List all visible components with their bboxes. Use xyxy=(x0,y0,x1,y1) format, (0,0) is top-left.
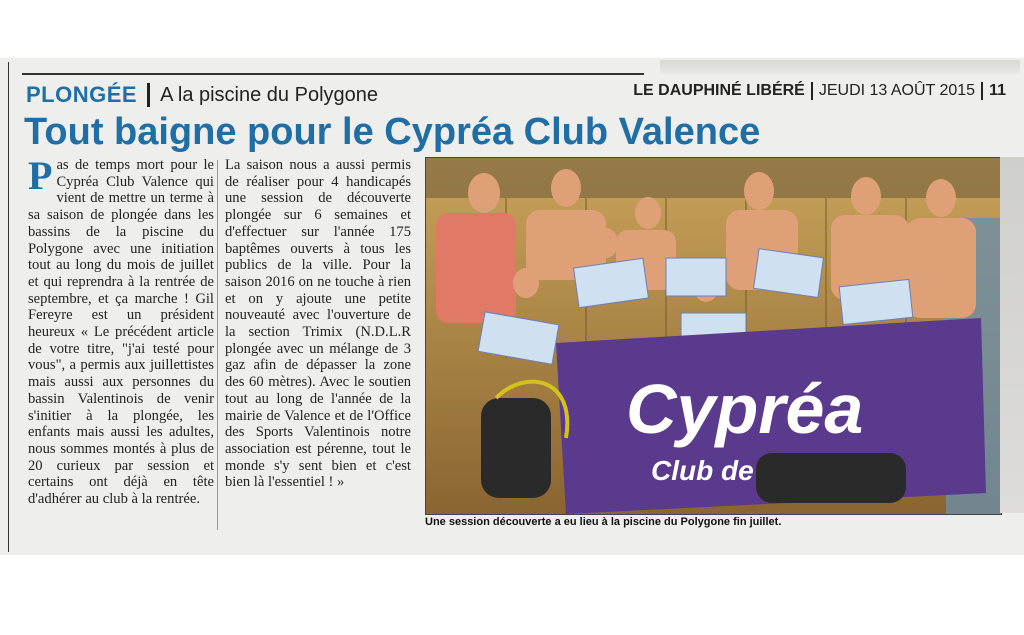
adjacent-article-bleed xyxy=(660,60,1020,74)
group-photo xyxy=(425,157,1002,515)
masthead-separator xyxy=(811,82,813,100)
article-column-1 xyxy=(28,153,214,508)
masthead xyxy=(633,82,1006,100)
article-column-2: La saison nous a aussi permis de réaliser pour 4 handicapés une session de découverte plongée sur 6 semaines et d'effectuer sur l'année 175 baptêmes ouverts à tous les publics de la ville. Pour la saison 2016 on ne touche à rien et on y ajoute une petite nouveauté avec l'ouverture de la section Trimix (N.D.L.R plongée avec un mélange de 3 gaz afin de dépasser la zone des 60 mètres). Avec le soutien tout au long de l'année de la mairie de Valence et de l'Office des Sports Valentinois notre association est pérenne, tout le monde s'y sent bien et c'est bien là l'essentiel ! » xyxy=(225,157,411,491)
adjacent-photo-bleed xyxy=(1000,157,1024,513)
banner-title: Cypréa xyxy=(626,370,864,448)
page-margin-rule xyxy=(8,62,9,552)
kicker xyxy=(26,80,378,110)
headline: Tout baigne pour le Cypréa Club Valence xyxy=(24,111,761,153)
kicker-subtitle: A la piscine du Polygone xyxy=(160,83,379,106)
masthead-separator xyxy=(981,82,983,100)
drop-cap: P xyxy=(28,153,53,198)
section-tag: PLONGÉE xyxy=(26,82,138,107)
column-rule xyxy=(217,160,218,530)
section-rule xyxy=(22,73,644,75)
photo-caption: Une session découverte a eu lieu à la piscine du Polygone fin juillet. xyxy=(425,516,782,528)
newspaper-name: LE DAUPHINÉ LIBÉRÉ xyxy=(633,82,805,99)
kicker-separator xyxy=(147,83,150,107)
page-number: 11 xyxy=(989,82,1006,99)
column-1-text: as de temps mort pour le Cypréa Club Valence qui vient de mettre un terme à sa saison de plongée dans les bassins de la piscine du Polygone avec une initiation tout au long du mois de juillet et qui reprendra à la rentrée de septembre, et ça marche ! Gil Fereyre est un président heureux « Le précédent article de votre titre, "j'ai testé pour vous", a permis aux juillettistes mais aussi aux personnes du bassin Valentinois de venir s'initier à la plongée, les enfants mais aussi les adultes, nous sommes montés à plus de 20 curieux par session et certains ont déjà en tête d'adhérer au club à la rentrée. xyxy=(28,157,214,508)
issue-date: JEUDI 13 AOÛT 2015 xyxy=(818,82,976,99)
banner-subtitle: Club de xyxy=(651,455,754,486)
photo-illustration xyxy=(426,158,1001,514)
